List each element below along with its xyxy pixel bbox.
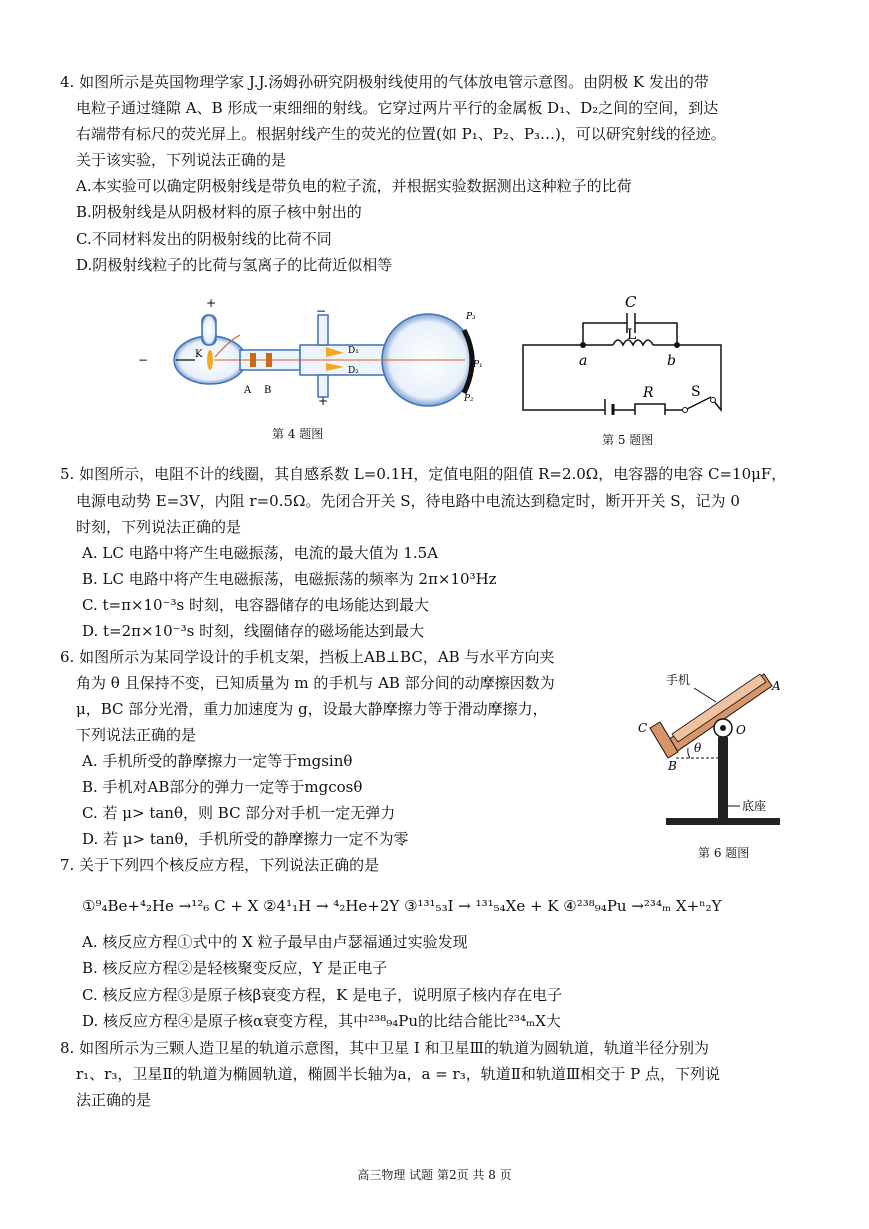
q5-label-c: C (625, 295, 637, 311)
q6-label-a: A (772, 679, 781, 693)
q8-stem-line-1: 8. 如图所示为三颗人造卫星的轨道示意图，其中卫星 Ⅰ 和卫星Ⅲ的轨道为圆轨道，轨道半径分别为 (60, 1039, 710, 1057)
q6-stem-line-4: 下列说法正确的是 (76, 726, 197, 744)
q5-option-d: D. t=2π×10⁻³s 时刻，线圈储存的磁场能达到最大 (82, 622, 425, 640)
q5-stem-line-2: 电源电动势 E=3V，内阻 r=0.5Ω。先闭合开关 S，待电路中电流达到稳定时，断开开关 S，记为 0 (76, 492, 740, 510)
q4-figure-caption: 第 4 题图 (272, 427, 324, 441)
q4-label-plus-top: + (206, 296, 217, 310)
q6-label-base: 底座 (742, 799, 767, 813)
q4-stem-line-3: 右端带有标尺的荧光屏上。根据射线产生的荧光的位置(如 P₁、P₂、P₃…)，可以研究射线的径迹。 (76, 125, 726, 143)
q5-figure-caption: 第 5 题图 (602, 433, 654, 447)
q6-label-phone: 手机 (666, 673, 691, 687)
q5-option-a: A. LC 电路中将产生电磁振荡，电流的最大值为 1.5A (82, 544, 439, 562)
q5-stem-line-3: 时刻，下列说法正确的是 (76, 518, 242, 536)
q4-option-a: A.本实验可以确定阴极射线是带负电的粒子流，并根据实验数据测出这种粒子的比荷 (76, 177, 632, 195)
q6-phone-stand-figure (628, 660, 788, 835)
q7-option-c: C. 核反应方程③是原子核β衰变方程，K 是电子，说明原子核内存在电子 (82, 986, 563, 1004)
q4-discharge-tube-figure (130, 285, 500, 415)
q6-stem-line-3: μ，BC 部分光滑，重力加速度为 g，设最大静摩擦力等于滑动摩擦力， (76, 700, 548, 718)
q4-label-a: A (244, 385, 252, 396)
q4-label-k: K (195, 349, 203, 360)
q4-option-b: B.阴极射线是从阴极材料的原子核中射出的 (76, 203, 362, 221)
q5-label-a: a (579, 353, 588, 369)
q5-label-b: b (667, 353, 676, 369)
q5-stem-line-1: 5. 如图所示，电阻不计的线圈，其自感系数 L=0.1H，定值电阻的阻值 R=2.0Ω，电容器的电容 C=10μF， (60, 465, 787, 483)
q5-label-l: L (627, 327, 637, 343)
q5-option-c: C. t=π×10⁻³s 时刻，电容器储存的电场能达到最大 (82, 596, 429, 614)
page-footer: 高三物理 试题 第2页 共 8 页 (357, 1168, 512, 1182)
q6-stem-line-2: 角为 θ 且保持不变，已知质量为 m 的手机与 AB 部分间的动摩擦因数为 (76, 674, 555, 692)
q4-label-p2: P₂ (464, 394, 474, 404)
q6-label-o: O (736, 723, 746, 737)
q6-option-b: B. 手机对AB部分的弹力一定等于mgcosθ (82, 778, 363, 796)
q7-option-d: D. 核反应方程④是原子核α衰变方程，其中²³⁸₉₄Pu的比结合能比²³⁴ₘX大 (82, 1012, 561, 1030)
q7-option-a: A. 核反应方程①式中的 X 粒子最早由卢瑟福通过实验发现 (82, 933, 468, 951)
q6-stem-line-1: 6. 如图所示为某同学设计的手机支架，挡板上AB⊥BC，AB 与水平方向夹 (60, 648, 555, 666)
q6-label-theta: θ (694, 741, 702, 755)
q6-option-a: A. 手机所受的静摩擦力一定等于mgsinθ (82, 752, 353, 770)
q7-stem: 7. 关于下列四个核反应方程，下列说法正确的是 (60, 856, 380, 874)
q4-label-minus-top: − (316, 304, 327, 318)
q4-stem-line-4: 关于该实验，下列说法正确的是 (76, 151, 287, 169)
q6-option-d: D. 若 μ> tanθ，手机所受的静摩擦力一定不为零 (82, 830, 409, 848)
q6-figure-caption: 第 6 题图 (698, 846, 750, 860)
q5-label-s: S (691, 384, 701, 400)
q4-label-d2: D₂ (348, 366, 359, 376)
q5-option-b: B. LC 电路中将产生电磁振荡，电磁振荡的频率为 2π×10³Hz (82, 570, 497, 588)
q4-stem-line-1: 4. 如图所示是英国物理学家 J.J.汤姆孙研究阴极射线使用的气体放电管示意图。由阴极 K 发出的带 (60, 73, 709, 91)
q4-stem-line-2: 电粒子通过缝隙 A、B 形成一束细细的射线。它穿过两片平行的金属板 D₁、D₂之间的空间，到达 (76, 99, 719, 117)
q8-stem-line-2: r₁、r₃，卫星Ⅱ的轨道为椭圆轨道，椭圆半长轴为a，a = r₃，轨道Ⅱ和轨道Ⅲ相交于 P 点，下列说 (76, 1065, 721, 1083)
q5-label-r: R (643, 385, 654, 401)
q4-label-p3: P₃ (466, 312, 476, 322)
q8-stem-line-3: 法正确的是 (76, 1091, 152, 1109)
q5-circuit-figure (515, 295, 730, 415)
q4-label-plus-bottom: + (318, 394, 329, 408)
q6-label-c: C (638, 721, 648, 735)
q7-equations: ①⁹₄Be+⁴₂He →¹²₆ C + X ②4¹₁H → ⁴₂He+2Y ③¹³¹₅₃I → ¹³¹₅₄Xe + K ④²³⁸₉₄Pu →²³⁴ₘ X+ⁿ₂Y (82, 897, 722, 915)
q4-option-c: C.不同材料发出的阴极射线的比荷不同 (76, 230, 332, 248)
q4-option-d: D.阴极射线粒子的比荷与氢离子的比荷近似相等 (76, 256, 393, 274)
q4-label-p1: P₁ (473, 360, 483, 370)
q4-label-minus-left: − (138, 353, 149, 367)
q6-label-b: B (668, 759, 677, 773)
q7-option-b: B. 核反应方程②是轻核聚变反应，Y 是正电子 (82, 959, 388, 977)
q4-label-b: B (264, 385, 272, 396)
q4-label-d1: D₁ (348, 346, 359, 356)
q6-option-c: C. 若 μ> tanθ，则 BC 部分对手机一定无弹力 (82, 804, 396, 822)
